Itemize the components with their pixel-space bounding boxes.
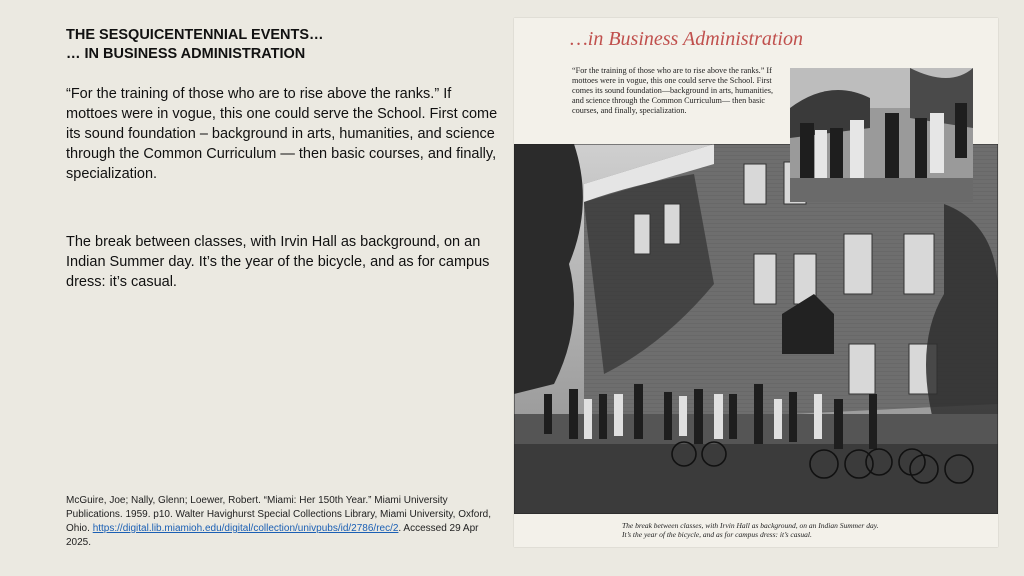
scan-heading: …in Business Administration [570, 28, 803, 50]
scanned-page [514, 18, 998, 547]
slide-title [66, 26, 506, 64]
scan-caption-line-1: The break between classes, with Irvin Hall as background, on an Indian Summer day. [622, 521, 879, 530]
title-line-2: … IN BUSINESS ADMINISTRATION [66, 46, 306, 62]
title-line-1: THE SESQUICENTENNIAL EVENTS… [66, 27, 324, 43]
citation-link[interactable]: https://digital.lib.miamioh.edu/digital/collection/univpubs/id/2786/rec/2 [92, 523, 399, 534]
paragraph-break: The break between classes, with Irvin Hall as background, on an Indian Summer day. It’s the year of the bicycle, and as for campus dress: it’s casual. [66, 234, 490, 290]
students-inset-photo [790, 68, 973, 202]
paragraph-motto: “For the training of those who are to rise above the ranks.” If mottoes were in vogue, this one could serve the School. First come its sound foundation – background in arts, humanities, and science through the Common Curriculum — then basic courses, and finally, specialization. [66, 86, 498, 182]
citation-text: McGuire, Joe; Nally, Glenn; Loewer, Robert. “Miami: Her 150th Year.” Miami University Publications. 1959. p10. Walter Havighurst Special Collections Library, Miami University, Oxford, Ohio. [66, 495, 491, 534]
citation [66, 494, 506, 550]
citation-accessed: . Accessed 29 Apr 2025. [66, 523, 479, 548]
scan-caption [622, 521, 982, 539]
scan-caption-line-2: It’s the year of the bicycle, and as for campus dress: it’s casual. [622, 530, 812, 539]
scan-body-text: “For the training of those who are to rise above the ranks.” If mottoes were in vogue, this one could serve the School. First comes its sound foundation—background in arts, humanities, and science through the Common Curriculum— then basic courses, and finally, specialization. [572, 66, 774, 115]
